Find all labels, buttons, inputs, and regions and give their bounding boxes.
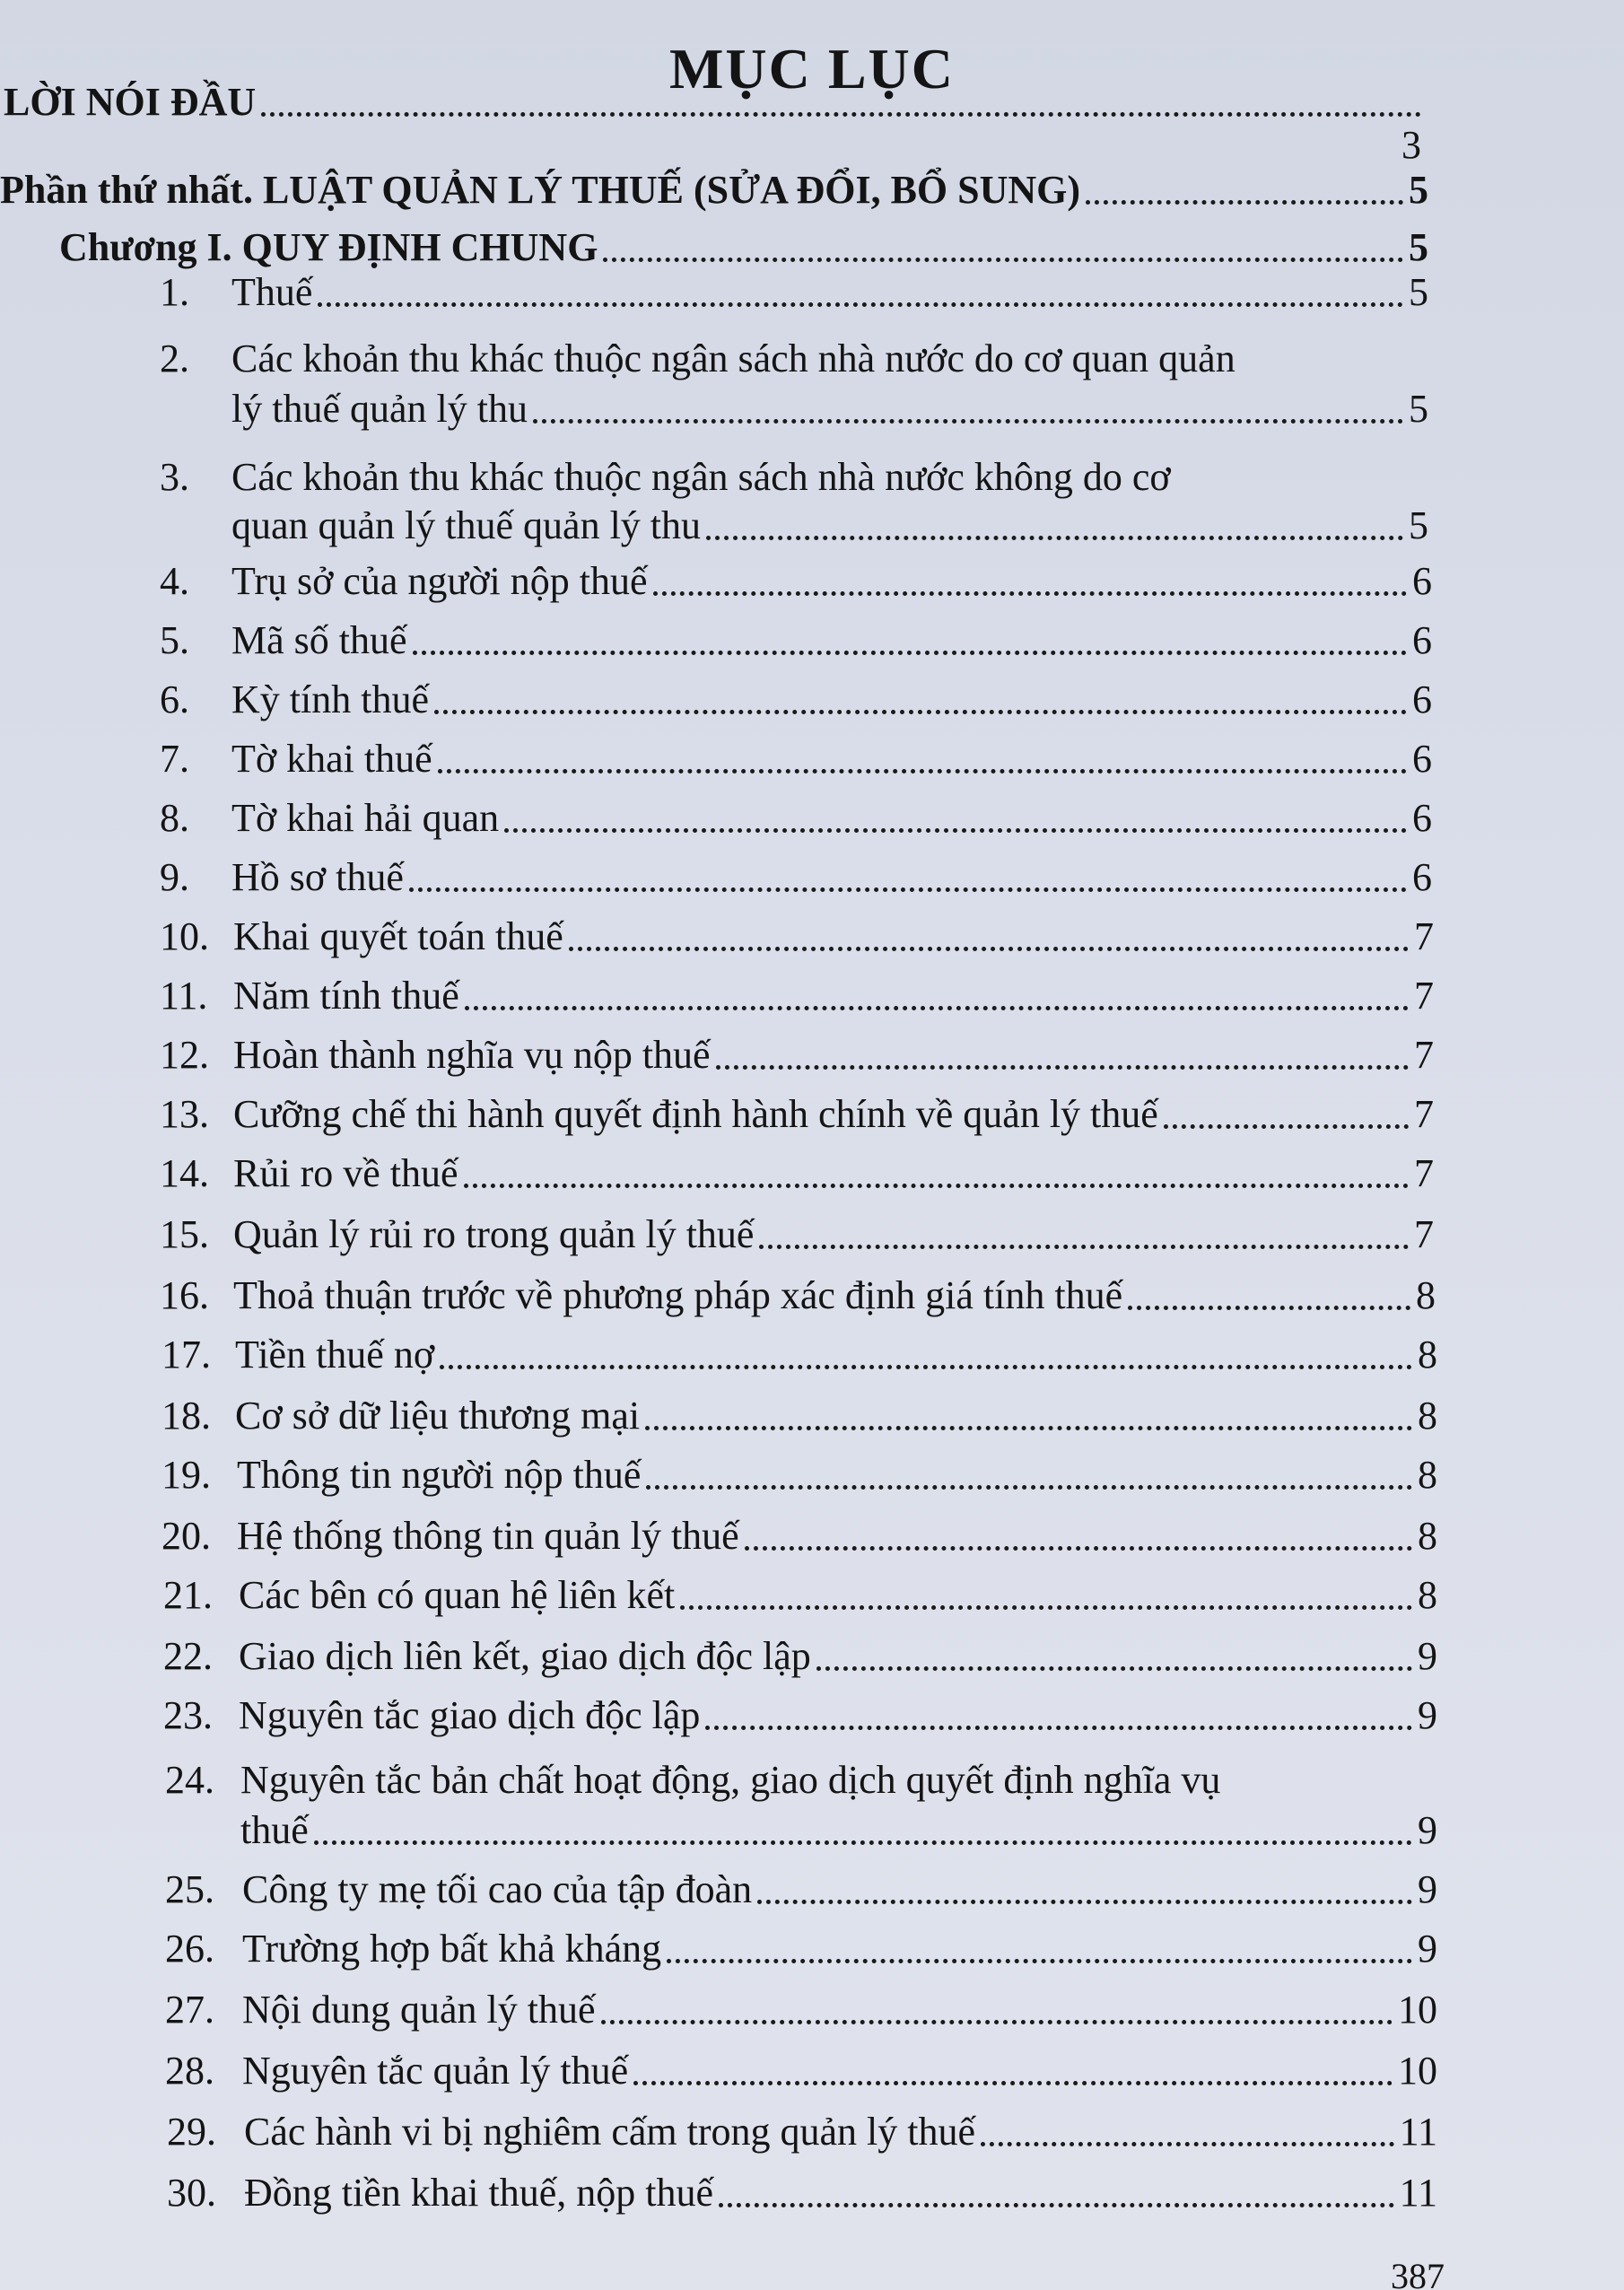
item-page: 10	[1398, 1988, 1437, 2032]
toc-item-1	[160, 269, 1428, 316]
item-page: 9	[1418, 1867, 1437, 1911]
item-number: 27.	[165, 1988, 214, 2032]
toc-entry-preface	[4, 79, 1427, 126]
toc-item-11	[160, 973, 1434, 1019]
item-page: 7	[1414, 1151, 1434, 1195]
toc-entry-chapter-one	[59, 224, 1428, 271]
toc-item-12	[160, 1032, 1434, 1079]
toc-item-23	[163, 1692, 1437, 1739]
item-number: 28.	[165, 2049, 214, 2093]
item-label: Hồ sơ thuế	[231, 855, 404, 899]
leader-dots	[680, 1605, 1412, 1610]
item-label: Hoàn thành nghĩa vụ nộp thuế	[233, 1033, 711, 1077]
item-page: 6	[1412, 677, 1432, 721]
toc-item-13	[160, 1091, 1434, 1138]
toc-item-21	[163, 1572, 1437, 1619]
item-label: Nội dung quản lý thuế	[242, 1988, 596, 2032]
item-label: Tờ khai hải quan	[231, 796, 500, 840]
item-label: Thoả thuận trước về phương pháp xác định giá tính thuế	[233, 1273, 1123, 1317]
page-number: 387	[1391, 2256, 1445, 2290]
toc-item-3-line1: Các khoản thu khác thuộc ngân sách nhà nước không do cơ	[231, 455, 1171, 499]
leader-dots	[816, 1666, 1412, 1671]
leader-dots	[653, 591, 1407, 596]
leader-dots	[759, 1245, 1409, 1249]
toc-item-24	[240, 1807, 1437, 1854]
item-page: 11	[1399, 2110, 1437, 2154]
item-number: 22.	[163, 1634, 213, 1678]
entry-label: LỜI NÓI ĐẦU	[4, 80, 257, 124]
toc-item-7	[160, 736, 1432, 782]
item-label: quan quản lý thuế quản lý thu	[231, 503, 702, 547]
item-label: Tờ khai thuế	[231, 737, 432, 781]
item-number: 9.	[160, 855, 189, 899]
leader-dots	[757, 1900, 1412, 1904]
item-label: Trụ sở của người nộp thuế	[231, 559, 648, 603]
item-label: Quản lý rủi ro trong quản lý thuế	[233, 1212, 755, 1256]
entry-label: Phần thứ nhất. LUẬT QUẢN LÝ THUẾ (SỬA ĐỔI, BỔ SUNG)	[0, 168, 1081, 212]
item-number: 12.	[160, 1033, 209, 1077]
item-number: 6.	[160, 677, 189, 721]
leader-dots	[645, 1426, 1412, 1430]
leader-dots	[261, 112, 1421, 117]
item-page: 7	[1414, 974, 1434, 1018]
item-label: Trường hợp bất khả kháng	[242, 1927, 662, 1971]
item-label: Rủi ro về thuế	[233, 1151, 458, 1195]
toc-item-10	[160, 913, 1434, 960]
item-number: 29.	[167, 2110, 216, 2154]
toc-item-2	[231, 386, 1428, 433]
item-page: 8	[1418, 1573, 1437, 1617]
item-page: 6	[1412, 796, 1432, 840]
toc-item-3-num	[160, 454, 189, 501]
item-label: Năm tính thuế	[233, 974, 459, 1018]
entry-page: 5	[1409, 168, 1428, 212]
item-page: 9	[1418, 1693, 1437, 1737]
item-page: 8	[1418, 1394, 1437, 1438]
item-number: 4.	[160, 559, 189, 603]
item-page: 9	[1418, 1927, 1437, 1971]
leader-dots	[1086, 200, 1403, 205]
item-number: 1.	[160, 270, 189, 314]
toc-item-5	[160, 617, 1432, 664]
toc-entry-part-one	[0, 167, 1428, 214]
toc-item-2-num	[160, 336, 189, 382]
item-page: 6	[1412, 559, 1432, 603]
item-label: Công ty mẹ tối cao của tập đoàn	[242, 1867, 753, 1911]
leader-dots	[603, 258, 1403, 262]
item-number: 2.	[160, 337, 189, 380]
item-label: Giao dịch liên kết, giao dịch độc lập	[239, 1634, 811, 1678]
item-number: 14.	[160, 1151, 209, 1195]
item-page: 9	[1418, 1808, 1437, 1852]
entry-page: 5	[1409, 225, 1428, 269]
item-label: Nguyên tắc giao dịch độc lập	[239, 1693, 701, 1737]
toc-item-3	[231, 503, 1428, 549]
leader-dots	[504, 828, 1407, 833]
item-number: 13.	[160, 1092, 209, 1136]
toc-item-19	[162, 1452, 1437, 1499]
item-label: Các bên có quan hệ liên kết	[239, 1573, 676, 1617]
item-label: Mã số thuế	[231, 618, 407, 662]
toc-item-30	[167, 2170, 1437, 2216]
item-number: 25.	[165, 1867, 214, 1911]
item-label: Kỳ tính thuế	[231, 677, 429, 721]
leader-dots	[716, 1065, 1409, 1070]
item-page: 8	[1416, 1273, 1436, 1317]
leader-dots	[1164, 1124, 1409, 1129]
item-page: 9	[1418, 1634, 1437, 1678]
toc-item-29	[167, 2109, 1437, 2155]
item-number: 20.	[162, 1514, 211, 1558]
item-number: 18.	[162, 1394, 211, 1438]
toc-item-25	[165, 1866, 1437, 1913]
item-number: 30.	[167, 2171, 216, 2215]
leader-dots	[601, 2020, 1393, 2024]
toc-item-20	[162, 1513, 1437, 1560]
leader-dots	[569, 947, 1409, 951]
item-page: 6	[1412, 855, 1432, 899]
item-page: 7	[1414, 914, 1434, 958]
item-page: 6	[1412, 618, 1432, 662]
leader-dots	[667, 1959, 1412, 1963]
item-number: 3.	[160, 455, 189, 499]
item-number: 10.	[160, 914, 209, 958]
page-title: MỤC LỤC	[669, 37, 955, 101]
item-number: 11.	[160, 974, 208, 1018]
item-label: Cơ sở dữ liệu thương mại	[235, 1394, 641, 1438]
leader-dots	[440, 1365, 1412, 1369]
toc-item-26	[165, 1926, 1437, 1972]
leader-dots	[705, 1726, 1412, 1730]
item-page: 10	[1398, 2049, 1437, 2093]
leader-dots	[413, 651, 1407, 655]
leader-dots	[409, 887, 1407, 892]
leader-dots	[745, 1546, 1412, 1551]
entry-label: Chương I. QUY ĐỊNH CHUNG	[59, 225, 598, 269]
item-label: Đồng tiền khai thuế, nộp thuế	[244, 2171, 714, 2215]
leader-dots	[434, 710, 1407, 714]
item-number: 7.	[160, 737, 189, 781]
item-page: 8	[1418, 1333, 1437, 1377]
leader-dots	[465, 1006, 1409, 1010]
item-label: thuế	[240, 1808, 309, 1852]
toc-item-24-num	[165, 1757, 214, 1804]
item-label: Thuế	[231, 270, 313, 314]
item-page: 6	[1412, 737, 1432, 781]
leader-dots	[314, 1840, 1412, 1845]
toc-item-17	[162, 1332, 1437, 1378]
leader-dots	[533, 419, 1403, 424]
item-label: Thông tin người nộp thuế	[237, 1453, 642, 1497]
leader-dots	[646, 1485, 1412, 1490]
item-label: Hệ thống thông tin quản lý thuế	[237, 1514, 739, 1558]
leader-dots	[464, 1184, 1409, 1188]
toc-item-6	[160, 677, 1432, 723]
item-number: 5.	[160, 618, 189, 662]
leader-dots	[706, 536, 1403, 540]
toc-item-27	[165, 1987, 1437, 2033]
item-number: 23.	[163, 1693, 213, 1737]
leader-dots	[438, 769, 1407, 774]
item-page: 11	[1399, 2171, 1437, 2215]
toc-item-22	[163, 1633, 1437, 1680]
item-label: Cưỡng chế thi hành quyết định hành chính về quản lý thuế	[233, 1092, 1158, 1136]
toc-item-2-line1: Các khoản thu khác thuộc ngân sách nhà nước do cơ quan quản	[231, 337, 1235, 380]
toc-item-4	[160, 558, 1432, 605]
item-page: 7	[1414, 1092, 1434, 1136]
item-page: 5	[1409, 270, 1428, 314]
item-page: 5	[1409, 387, 1428, 431]
leader-dots	[633, 2081, 1393, 2085]
item-number: 24.	[165, 1758, 214, 1802]
item-label: Nguyên tắc quản lý thuế	[242, 2049, 629, 2093]
item-number: 26.	[165, 1927, 214, 1971]
toc-item-15	[160, 1211, 1434, 1258]
toc-item-28	[165, 2048, 1437, 2094]
leader-dots	[318, 302, 1403, 307]
item-page: 7	[1414, 1212, 1434, 1256]
item-label: Các hành vi bị nghiêm cấm trong quản lý thuế	[244, 2110, 976, 2154]
item-label: lý thuế quản lý thu	[231, 387, 528, 431]
item-number: 19.	[162, 1453, 211, 1497]
item-page: 7	[1414, 1033, 1434, 1077]
toc-item-18	[162, 1393, 1437, 1439]
leader-dots	[719, 2203, 1394, 2207]
toc-item-8	[160, 795, 1432, 842]
toc-item-16	[160, 1272, 1436, 1319]
entry-page: 3	[1401, 123, 1421, 167]
item-number: 17.	[162, 1333, 211, 1377]
item-number: 16.	[160, 1273, 209, 1317]
item-number: 15.	[160, 1212, 209, 1256]
toc-item-24-line1: Nguyên tắc bản chất hoạt động, giao dịch quyết định nghĩa vụ	[240, 1758, 1221, 1802]
item-page: 8	[1418, 1453, 1437, 1497]
item-label: Khai quyết toán thuế	[233, 914, 563, 958]
item-label: Tiền thuế nợ	[235, 1333, 435, 1377]
toc-entry-preface-page	[1401, 122, 1421, 169]
item-number: 21.	[163, 1573, 213, 1617]
item-page: 8	[1418, 1514, 1437, 1558]
leader-dots	[981, 2142, 1394, 2146]
toc-item-14	[160, 1150, 1434, 1197]
item-number: 8.	[160, 796, 189, 840]
item-page: 5	[1409, 503, 1428, 547]
leader-dots	[1128, 1306, 1410, 1310]
toc-item-9	[160, 854, 1432, 901]
